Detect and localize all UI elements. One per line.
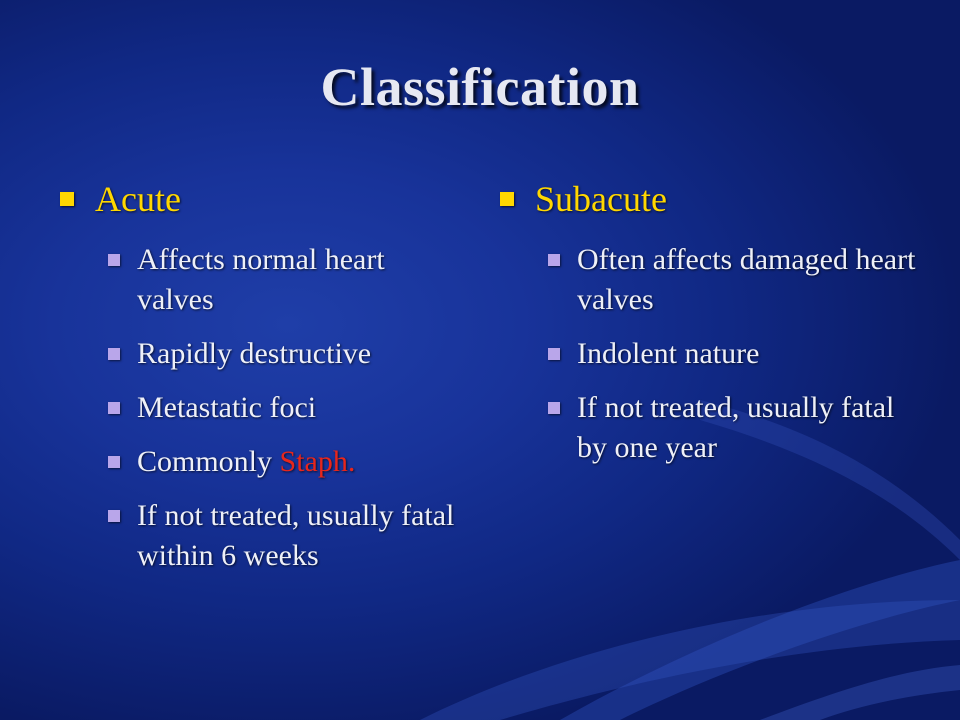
list-item-text: Affects normal heart valves [137,243,385,316]
highlight-text: Staph. [279,445,356,478]
list-item [108,388,460,428]
square-bullet-icon [108,348,120,360]
slide-title: Classification [320,57,640,117]
list-item-text: Indolent nature [577,337,760,370]
list-item [108,496,460,576]
acute-column [60,176,460,590]
list-item [108,240,460,320]
acute-heading-label: Acute [95,179,181,219]
list-item-text [137,442,460,482]
square-bullet-icon [108,402,120,414]
list-item-text: If not treated, usually fatal by one year [577,391,895,464]
acute-heading [60,176,460,222]
square-bullet-icon [108,456,120,468]
square-bullet-icon [548,254,560,266]
list-item-text: Metastatic foci [137,391,317,424]
list-item-text: Often affects damaged heart valves [577,243,916,316]
square-bullet-icon [60,192,74,206]
list-item [548,240,920,320]
acute-list [108,240,460,576]
subacute-heading-label: Subacute [535,179,667,219]
square-bullet-icon [548,402,560,414]
subacute-list [548,240,920,468]
list-item-text: If not treated, usually fatal within 6 weeks [137,499,455,572]
subacute-heading [500,176,920,222]
list-item [548,388,920,468]
list-item [548,334,920,374]
subacute-column [500,176,920,482]
list-item [108,334,460,374]
square-bullet-icon [500,192,514,206]
list-item [108,442,460,482]
list-item-text: Rapidly destructive [137,337,372,370]
list-item-prefix: Commonly [137,445,280,478]
square-bullet-icon [108,254,120,266]
square-bullet-icon [108,510,120,522]
square-bullet-icon [548,348,560,360]
